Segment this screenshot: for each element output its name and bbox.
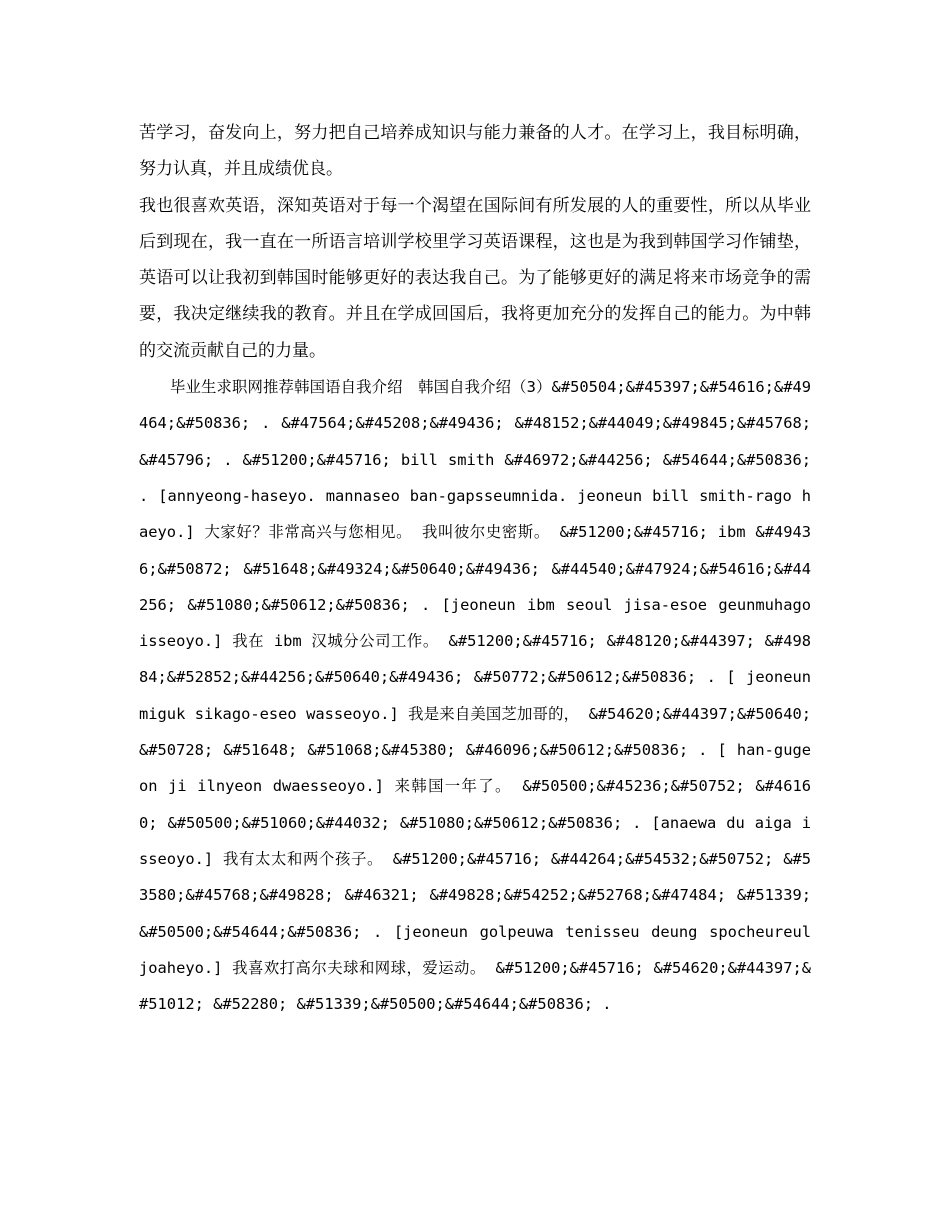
paragraph-english: 我也很喜欢英语，深知英语对于每一个渴望在国际间有所发展的人的重要性，所以从毕业后到现在，我一直在一所语言培训学校里学习英语课程，这也是为我到韩国学习作铺垫，英语可以让我初到韩国时能够更好的表达我自己。为了能够更好的满足将来市场竞争的需要，我决定继续我的教育。并且在学成回国后，我将更加充分的发挥自己的能力。为中韩的交流贡献自己的力量。 (139, 195, 811, 361)
paragraph-korean-self-intro: 毕业生求职网推荐韩国语自我介绍 韩国自我介绍（3）&#50504;&#45397;&#54616;&#49464;&#50836; . &#47564;&#45208;&#49436; &#48152;&#44049;&#49845;&#45768;&#45796; . &#51200;&#45716; bill smith &#46972;&#44256; &#54644;&#50836; . [annyeong-haseyo. mannaseo ban-gapsseumnida. jeoneun bill smith-rago haeyo.] 大家好？非常高兴与您相见。 我叫彼尔史密斯。 &#51200;&#45716; ibm &#49436;&#50872; &#51648;&#49324;&#50640;&#49436; &#44540;&#47924;&#54616;&#44256; &#51080;&#50612;&#50836; . [jeoneun ibm seoul jisa-esoe geunmuhago isseoyo.] 我在 ibm 汉城分公司工作。 &#51200;&#45716; &#48120;&#44397; &#49884;&#52852;&#44256;&#50640;&#49436; &#50772;&#50612;&#50836; . [ jeoneun miguk sikago-eseo wasseoyo.] 我是来自美国芝加哥的， &#54620;&#44397;&#50640; &#50728; &#51648; &#51068;&#45380; &#46096;&#50612;&#50836; . [ han-guge on ji ilnyeon dwaesseoyo.] 来韩国一年了。 &#50500;&#45236;&#50752; &#46160; &#50500;&#51060;&#44032; &#51080;&#50612;&#50836; . [anaewa du aiga isseoyo.] 我有太太和两个孩子。 &#51200;&#45716; &#44264;&#54532;&#50752; &#53580;&#45768;&#49828; &#46321; &#49828;&#54252;&#52768;&#47484; &#51339;&#50500;&#54644;&#50836; . [jeoneun golpeuwa tenisseu deung spocheureul joaheyo.] 我喜欢打高尔夫球和网球，爱运动。 &#51200;&#45716; &#54620;&#44397;&#51012; &#52280; &#51339;&#50500;&#54644;&#50836; . (139, 378, 811, 1014)
paragraph-study: 苦学习，奋发向上，努力把自己培养成知识与能力兼备的人才。在学习上，我目标明确，努力认真，并且成绩优良。 (139, 123, 811, 180)
document-body (139, 115, 811, 1022)
